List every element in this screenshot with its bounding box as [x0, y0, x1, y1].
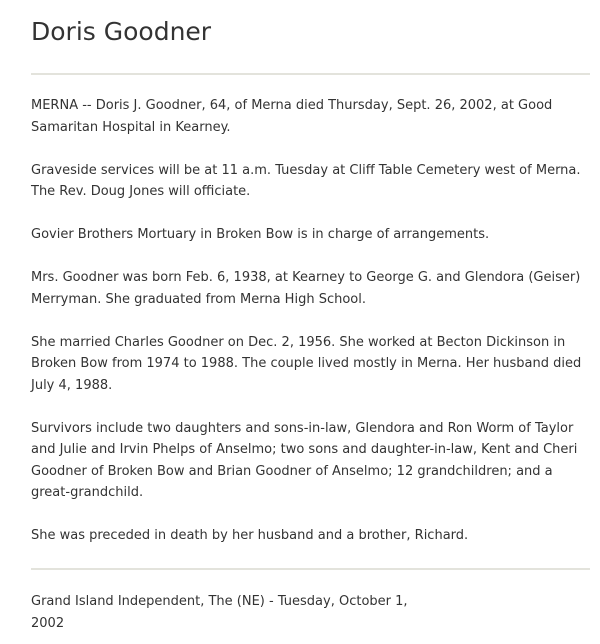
source-line-2: 2002: [31, 615, 65, 631]
paragraph-birth: Mrs. Goodner was born Feb. 6, 1938, at Kearney to George G. and Glendora (Geiser) Merryman. She graduated from Merna High School.: [31, 270, 581, 307]
paragraph-preceded: She was preceded in death by her husband and a brother, Richard.: [31, 528, 469, 543]
paragraph-arrangements: Govier Brothers Mortuary in Broken Bow is in charge of arrangements.: [31, 227, 490, 242]
obituary-body: [31, 95, 587, 547]
top-divider: [31, 73, 590, 75]
paragraph-death-notice: MERNA -- Doris J. Goodner, 64, of Merna died Thursday, Sept. 26, 2002, at Good Samaritan Hospital in Kearney.: [31, 98, 553, 135]
source-citation: [31, 591, 431, 634]
paragraph-marriage: She married Charles Goodner on Dec. 2, 1956. She worked at Becton Dickinson in Broken Bow from 1974 to 1988. The couple lived mostly in Merna. Her husband died July 4, 1988.: [31, 334, 582, 393]
paragraph-survivors: Survivors include two daughters and sons-in-law, Glendora and Ron Worm of Taylor and Julie and Irvin Phelps of Anselmo; two sons and daughter-in-law, Kent and Cheri Goodner of Broken Bow and Brian Goodner of Anselmo; 12 grandchildren; and a great-grandchild.: [31, 420, 578, 500]
paragraph-services: Graveside services will be at 11 a.m. Tuesday at Cliff Table Cemetery west of Merna. The Rev. Doug Jones will officiate.: [31, 162, 581, 199]
bottom-divider: [31, 568, 590, 570]
page-title: Doris Goodner: [31, 17, 212, 46]
source-line-1: Grand Island Independent, The (NE) - Tuesday, October 1,: [31, 594, 408, 609]
